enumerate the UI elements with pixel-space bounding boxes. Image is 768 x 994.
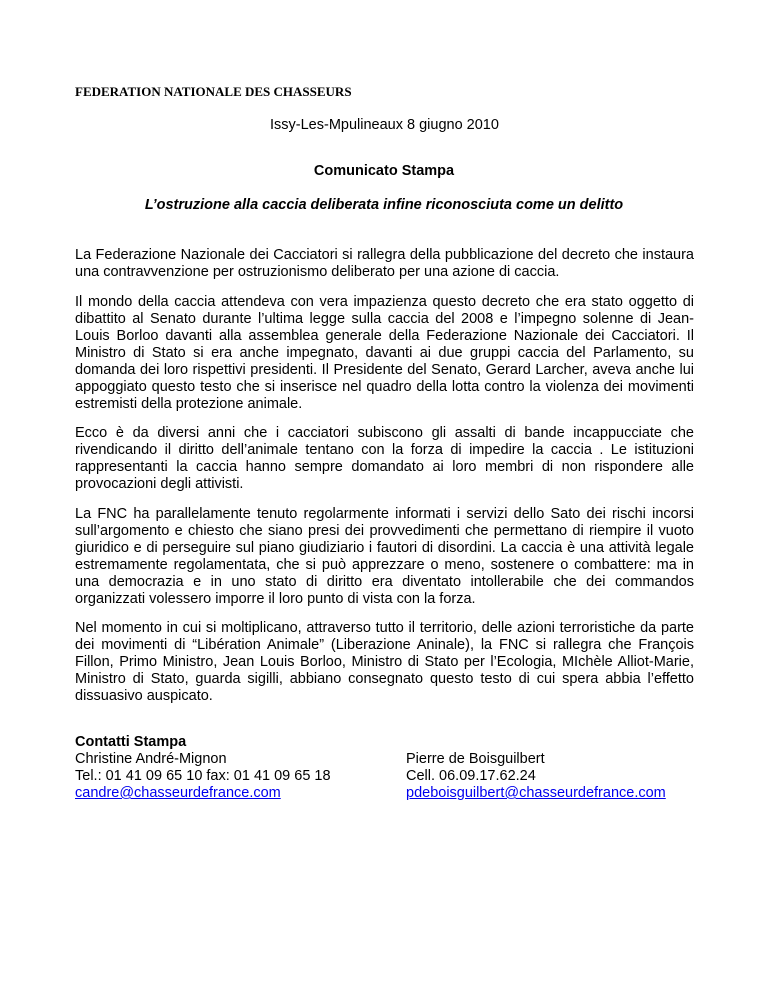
paragraph: La Federazione Nazionale dei Cacciatori si rallegra della pubblicazione del decreto che instaura una contravvenzione per ostruzionismo deliberato per una azione di caccia. [75, 247, 694, 280]
contact-left [75, 751, 331, 802]
email-link[interactable]: pdeboisguilbert@chasseurdefrance.com [406, 785, 666, 801]
email-link[interactable]: candre@chasseurdefrance.com [75, 785, 281, 801]
contacts-title: Contatti Stampa [75, 734, 187, 750]
body-text [75, 247, 694, 718]
paragraph: La FNC ha parallelamente tenuto regolarmente informati i servizi dello Sato dei rischi incorsi sull’argomento e chiesto che siano presi dei provvedimenti che permettano di riempire il vuoto giuridico e di perseguire sul piano giudiziario i fautori di disordini. La caccia è una attività legale estremamente regolamentata, che si può apprezzare o meno, sostenere o combattere: ma in una democrazia e in uno stato di diritto era diventato intollerabile che dei commandos organizzati volessero imporre il loro punto di vista con la forza. [75, 505, 694, 607]
organization-name: FEDERATION NATIONALE DES CHASSEURS [75, 84, 352, 99]
place-date: Issy-Les-Mpulineaux 8 giugno 2010 [270, 117, 499, 133]
headline: L’ostruzione alla caccia deliberata infine riconosciuta come un delitto [144, 197, 624, 213]
contact-right [406, 751, 666, 802]
contact-phone: Tel.: 01 41 09 65 10 fax: 01 41 09 65 18 [75, 768, 331, 784]
paragraph: Ecco è da diversi anni che i cacciatori subiscono gli assalti di bande incappucciate che rivendicando il diritto dell’animale tentano con la forza di impedire la caccia . Le istituzioni rappresentanti la caccia hanno sempre domandato ai loro membri di non rispondere alle provocazioni degli attivisti. [75, 425, 694, 492]
document-type: Comunicato Stampa [313, 163, 455, 179]
paragraph: Nel momento in cui si moltiplicano, attraverso tutto il territorio, delle azioni terroristiche da parte dei movimenti di “Libération Animale” (Liberazione Aninale), la FNC si rallegra che François Fillon, Primo Ministro, Jean Louis Borloo, Ministro di Stato per l’Ecologia, MIchèle Alliot-Marie, Ministro di Stato, guarda sigilli, abbiano consegnato questo testo di cui spera abbia l’effetto dissuasivo auspicato. [75, 620, 694, 704]
contact-phone: Cell. 06.09.17.62.24 [406, 768, 536, 784]
paragraph: Il mondo della caccia attendeva con vera impazienza questo decreto che era stato oggetto di dibattito al Senato durante l’ultima legge sulla caccia del 2008 e l’impegno solenne di Jean-Louis Borloo davanti alla assemblea generale della Federazione Nazionale dei Cacciatori. Il Ministro di Stato si era anche impegnato, davanti ai due gruppi caccia del Parlamento, su domanda dei loro rispettivi presidenti. Il Presidente del Senato, Gerard Larcher, aveva anche lui appoggiato questo testo che si inserisce nel quadro della lotta contro la violenza dei movimenti estremisti della protezione animale. [75, 293, 694, 412]
contact-name: Pierre de Boisguilbert [406, 751, 545, 767]
contact-name: Christine André-Mignon [75, 751, 227, 767]
